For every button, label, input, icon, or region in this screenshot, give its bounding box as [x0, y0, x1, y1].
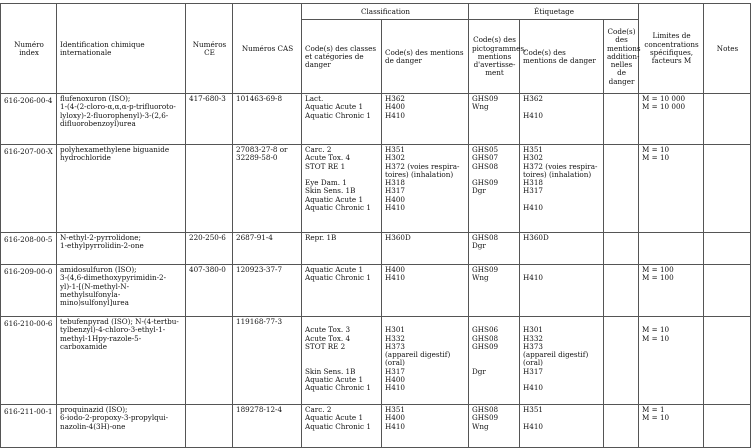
cell-additional: [604, 145, 639, 233]
cell-limits: M = 10 M = 10: [639, 317, 704, 405]
cell-label-mentions: H351 H410: [520, 405, 604, 448]
col-header-class-mentions: Code(s) des mentions de danger: [382, 20, 469, 94]
col-header-pictograms: Code(s) des pictogrammes, mentions d'avertisse-ment: [469, 20, 520, 94]
hazard-classification-table: [0, 3, 751, 448]
cell-index: 616-210-00-6: [1, 317, 57, 405]
cell-label-mentions: H362 H410: [520, 94, 604, 145]
cell-limits: M = 10 M = 10: [639, 145, 704, 233]
cell-class-codes: Lact. Aquatic Acute 1 Aquatic Chronic 1: [302, 94, 382, 145]
cell-class-mentions: H351 H302 H372 (voies respira-toires) (inhalation) H318 H317 H400 H410: [382, 145, 469, 233]
col-header-class-codes: Code(s) des classes et catégories de danger: [302, 20, 382, 94]
cell-class-mentions: H360D: [382, 233, 469, 265]
cell-index: 616-209-00-0: [1, 265, 57, 317]
cell-name: amidosulfuron (ISO); 3-(4,6-dimethoxypyrimidin-2-yl)-1-[(N-methyl-N-methylsulfonyla-mino)sulfonyl]urea: [57, 265, 186, 317]
cell-index: 616-208-00-5: [1, 233, 57, 265]
cell-cas: 27083-27-8 or 32289-58-0: [233, 145, 302, 233]
cell-pictograms: GHS09 Wng: [469, 94, 520, 145]
cell-label-mentions: H360D: [520, 233, 604, 265]
cell-label-mentions: H410: [520, 265, 604, 317]
cell-notes: [704, 94, 751, 145]
cell-ce: [186, 405, 233, 448]
header-row-top: [1, 4, 751, 20]
cell-name: polyhexamethylene biguanide hydrochloride: [57, 145, 186, 233]
cell-additional: [604, 317, 639, 405]
col-header-additional: Code(s) des mentions addition-nelles de danger: [604, 20, 639, 94]
cell-cas: 189278-12-4: [233, 405, 302, 448]
cell-ce: 407-380-0: [186, 265, 233, 317]
cell-limits: M = 1 M = 10: [639, 405, 704, 448]
col-header-label-mentions: Code(s) des mentions de danger: [520, 20, 604, 94]
col-header-index: Numéro index: [1, 4, 57, 94]
cell-pictograms: GHS08 Dgr: [469, 233, 520, 265]
cell-class-codes: Acute Tox. 3 Acute Tox. 4 STOT RE 2 Skin Sens. 1B Aquatic Acute 1 Aquatic Chronic 1: [302, 317, 382, 405]
col-header-limits: Limites de concentrations spécifiques, facteurs M: [639, 4, 704, 94]
cell-class-mentions: H400 H410: [382, 265, 469, 317]
col-header-labelling: Étiquetage: [469, 4, 639, 20]
table-row: [1, 233, 751, 265]
table-row: [1, 94, 751, 145]
cell-class-mentions: H362 H400 H410: [382, 94, 469, 145]
cell-limits: M = 100 M = 100: [639, 265, 704, 317]
cell-notes: [704, 317, 751, 405]
cell-notes: [704, 265, 751, 317]
cell-additional: [604, 405, 639, 448]
cell-name: N-ethyl-2-pyrrolidone; 1-ethylpyrrolidin-2-one: [57, 233, 186, 265]
cell-class-mentions: H301 H332 H373 (appareil digestif) (oral) H317 H400 H410: [382, 317, 469, 405]
table-row: [1, 405, 751, 448]
cell-notes: [704, 405, 751, 448]
cell-name: tebufenpyrad (ISO); N-(4-tertbu-tylbenzyl)-4-chloro-3-ethyl-1-methyl-1Hpy-razole-5- carboxamide: [57, 317, 186, 405]
cell-class-codes: Aquatic Acute 1 Aquatic Chronic 1: [302, 265, 382, 317]
cell-index: 616-211-00-1: [1, 405, 57, 448]
cell-class-codes: Carc. 2 Acute Tox. 4 STOT RE 1 Eye Dam. 1 Skin Sens. 1B Aquatic Acute 1 Aquatic Chronic 1: [302, 145, 382, 233]
cell-ce: [186, 145, 233, 233]
cell-class-codes: Repr. 1B: [302, 233, 382, 265]
cell-class-codes: Carc. 2 Aquatic Acute 1 Aquatic Chronic 1: [302, 405, 382, 448]
cell-cas: 119168-77-3: [233, 317, 302, 405]
cell-cas: 2687-91-4: [233, 233, 302, 265]
cell-ce: 220-250-6: [186, 233, 233, 265]
cell-pictograms: GHS08 GHS09 Wng: [469, 405, 520, 448]
cell-limits: [639, 233, 704, 265]
table-row: [1, 317, 751, 405]
col-header-ce: Numéros CE: [186, 4, 233, 94]
col-header-notes: Notes: [704, 4, 751, 94]
cell-additional: [604, 233, 639, 265]
cell-name: proquinazid (ISO); 6-iodo-2-propoxy-3-propylqui-nazolin-4(3H)-one: [57, 405, 186, 448]
cell-class-mentions: H351 H400 H410: [382, 405, 469, 448]
cell-label-mentions: H351 H302 H372 (voies respira-toires) (inhalation) H318 H317 H410: [520, 145, 604, 233]
cell-name: flufenoxuron (ISO); 1-(4-(2-cloro-α,α,α-p-trifluoroto-lyloxy)-2-fluorophenyl)-3-(2,6-difluorobenzoyl)urea: [57, 94, 186, 145]
cell-notes: [704, 233, 751, 265]
cell-notes: [704, 145, 751, 233]
cell-pictograms: GHS09 Wng: [469, 265, 520, 317]
table-row: [1, 145, 751, 233]
cell-limits: M = 10 000 M = 10 000: [639, 94, 704, 145]
col-header-cas: Numéros CAS: [233, 4, 302, 94]
col-header-classification: Classification: [302, 4, 469, 20]
cell-pictograms: GHS06 GHS08 GHS09 Dgr: [469, 317, 520, 405]
cell-index: 616-207-00-X: [1, 145, 57, 233]
cell-cas: 120923-37-7: [233, 265, 302, 317]
cell-label-mentions: H301 H332 H373 (appareil digestif) (oral) H317 H410: [520, 317, 604, 405]
table-row: [1, 265, 751, 317]
cell-additional: [604, 94, 639, 145]
cell-ce: 417-680-3: [186, 94, 233, 145]
cell-cas: 101463-69-8: [233, 94, 302, 145]
cell-pictograms: GHS05 GHS07 GHS08 GHS09 Dgr: [469, 145, 520, 233]
col-header-identification: Identification chimique internationale: [57, 4, 186, 94]
cell-additional: [604, 265, 639, 317]
cell-index: 616-206-00-4: [1, 94, 57, 145]
cell-ce: [186, 317, 233, 405]
